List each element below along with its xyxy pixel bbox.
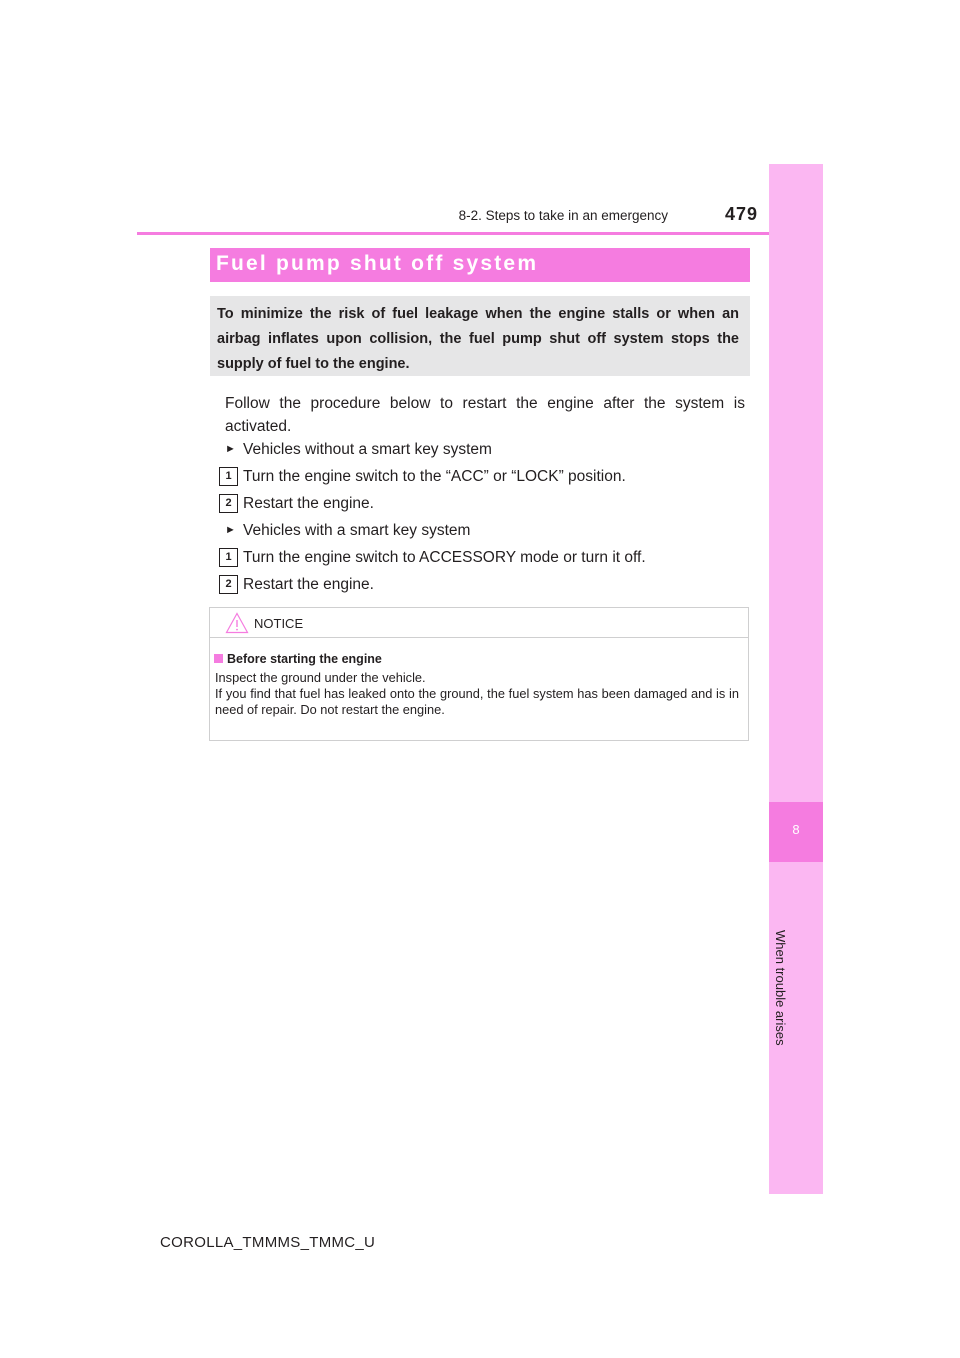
step-text: Restart the engine. xyxy=(243,495,374,512)
intro-text: To minimize the risk of fuel leakage when the engine stalls or when an airbag inflates upon collision, the fuel pump shut off system stops the supply of fuel to the engine. xyxy=(217,306,739,372)
section-heading-text: Vehicles with a smart key system xyxy=(243,522,471,539)
step-number-badge: 1 xyxy=(219,548,238,567)
arrow-right-icon: ► xyxy=(225,524,236,536)
page-number: 479 xyxy=(724,204,758,224)
footer-code: COROLLA_TMMMS_TMMC_U xyxy=(160,1234,376,1251)
notice-label: NOTICE xyxy=(254,616,304,631)
page-title: Fuel pump shut off system xyxy=(216,252,539,275)
chapter-label: When trouble arises xyxy=(773,930,788,1046)
square-bullet-icon xyxy=(214,654,223,663)
warning-triangle-icon xyxy=(225,612,249,634)
step-number-badge: 2 xyxy=(219,494,238,513)
notice-line: If you find that fuel has leaked onto the ground, the fuel system has been damaged and is in need of repair. Do not restart the engine. xyxy=(215,686,739,717)
section-heading-without-smart-key xyxy=(225,441,492,459)
arrow-right-icon: ► xyxy=(225,443,236,455)
header-rule xyxy=(137,232,823,235)
notice-divider xyxy=(210,637,748,638)
step-text: Turn the engine switch to ACCESSORY mode or turn it off. xyxy=(243,549,646,566)
notice-heading xyxy=(214,652,382,666)
notice-body xyxy=(215,670,739,718)
step-text: Restart the engine. xyxy=(243,576,374,593)
chapter-number: 8 xyxy=(792,822,800,837)
step-text: Turn the engine switch to the “ACC” or “LOCK” position. xyxy=(243,468,626,485)
notice-line: Inspect the ground under the vehicle. xyxy=(215,670,426,685)
section-heading: 8-2. Steps to take in an emergency xyxy=(458,208,668,223)
notice-heading-text: Before starting the engine xyxy=(227,652,382,666)
section-heading-with-smart-key xyxy=(225,522,470,540)
section-heading-text: Vehicles without a smart key system xyxy=(243,441,492,458)
step-number-badge: 1 xyxy=(219,467,238,486)
body-paragraph: Follow the procedure below to restart the engine after the system is activated. xyxy=(225,395,745,435)
step-number-badge: 2 xyxy=(219,575,238,594)
